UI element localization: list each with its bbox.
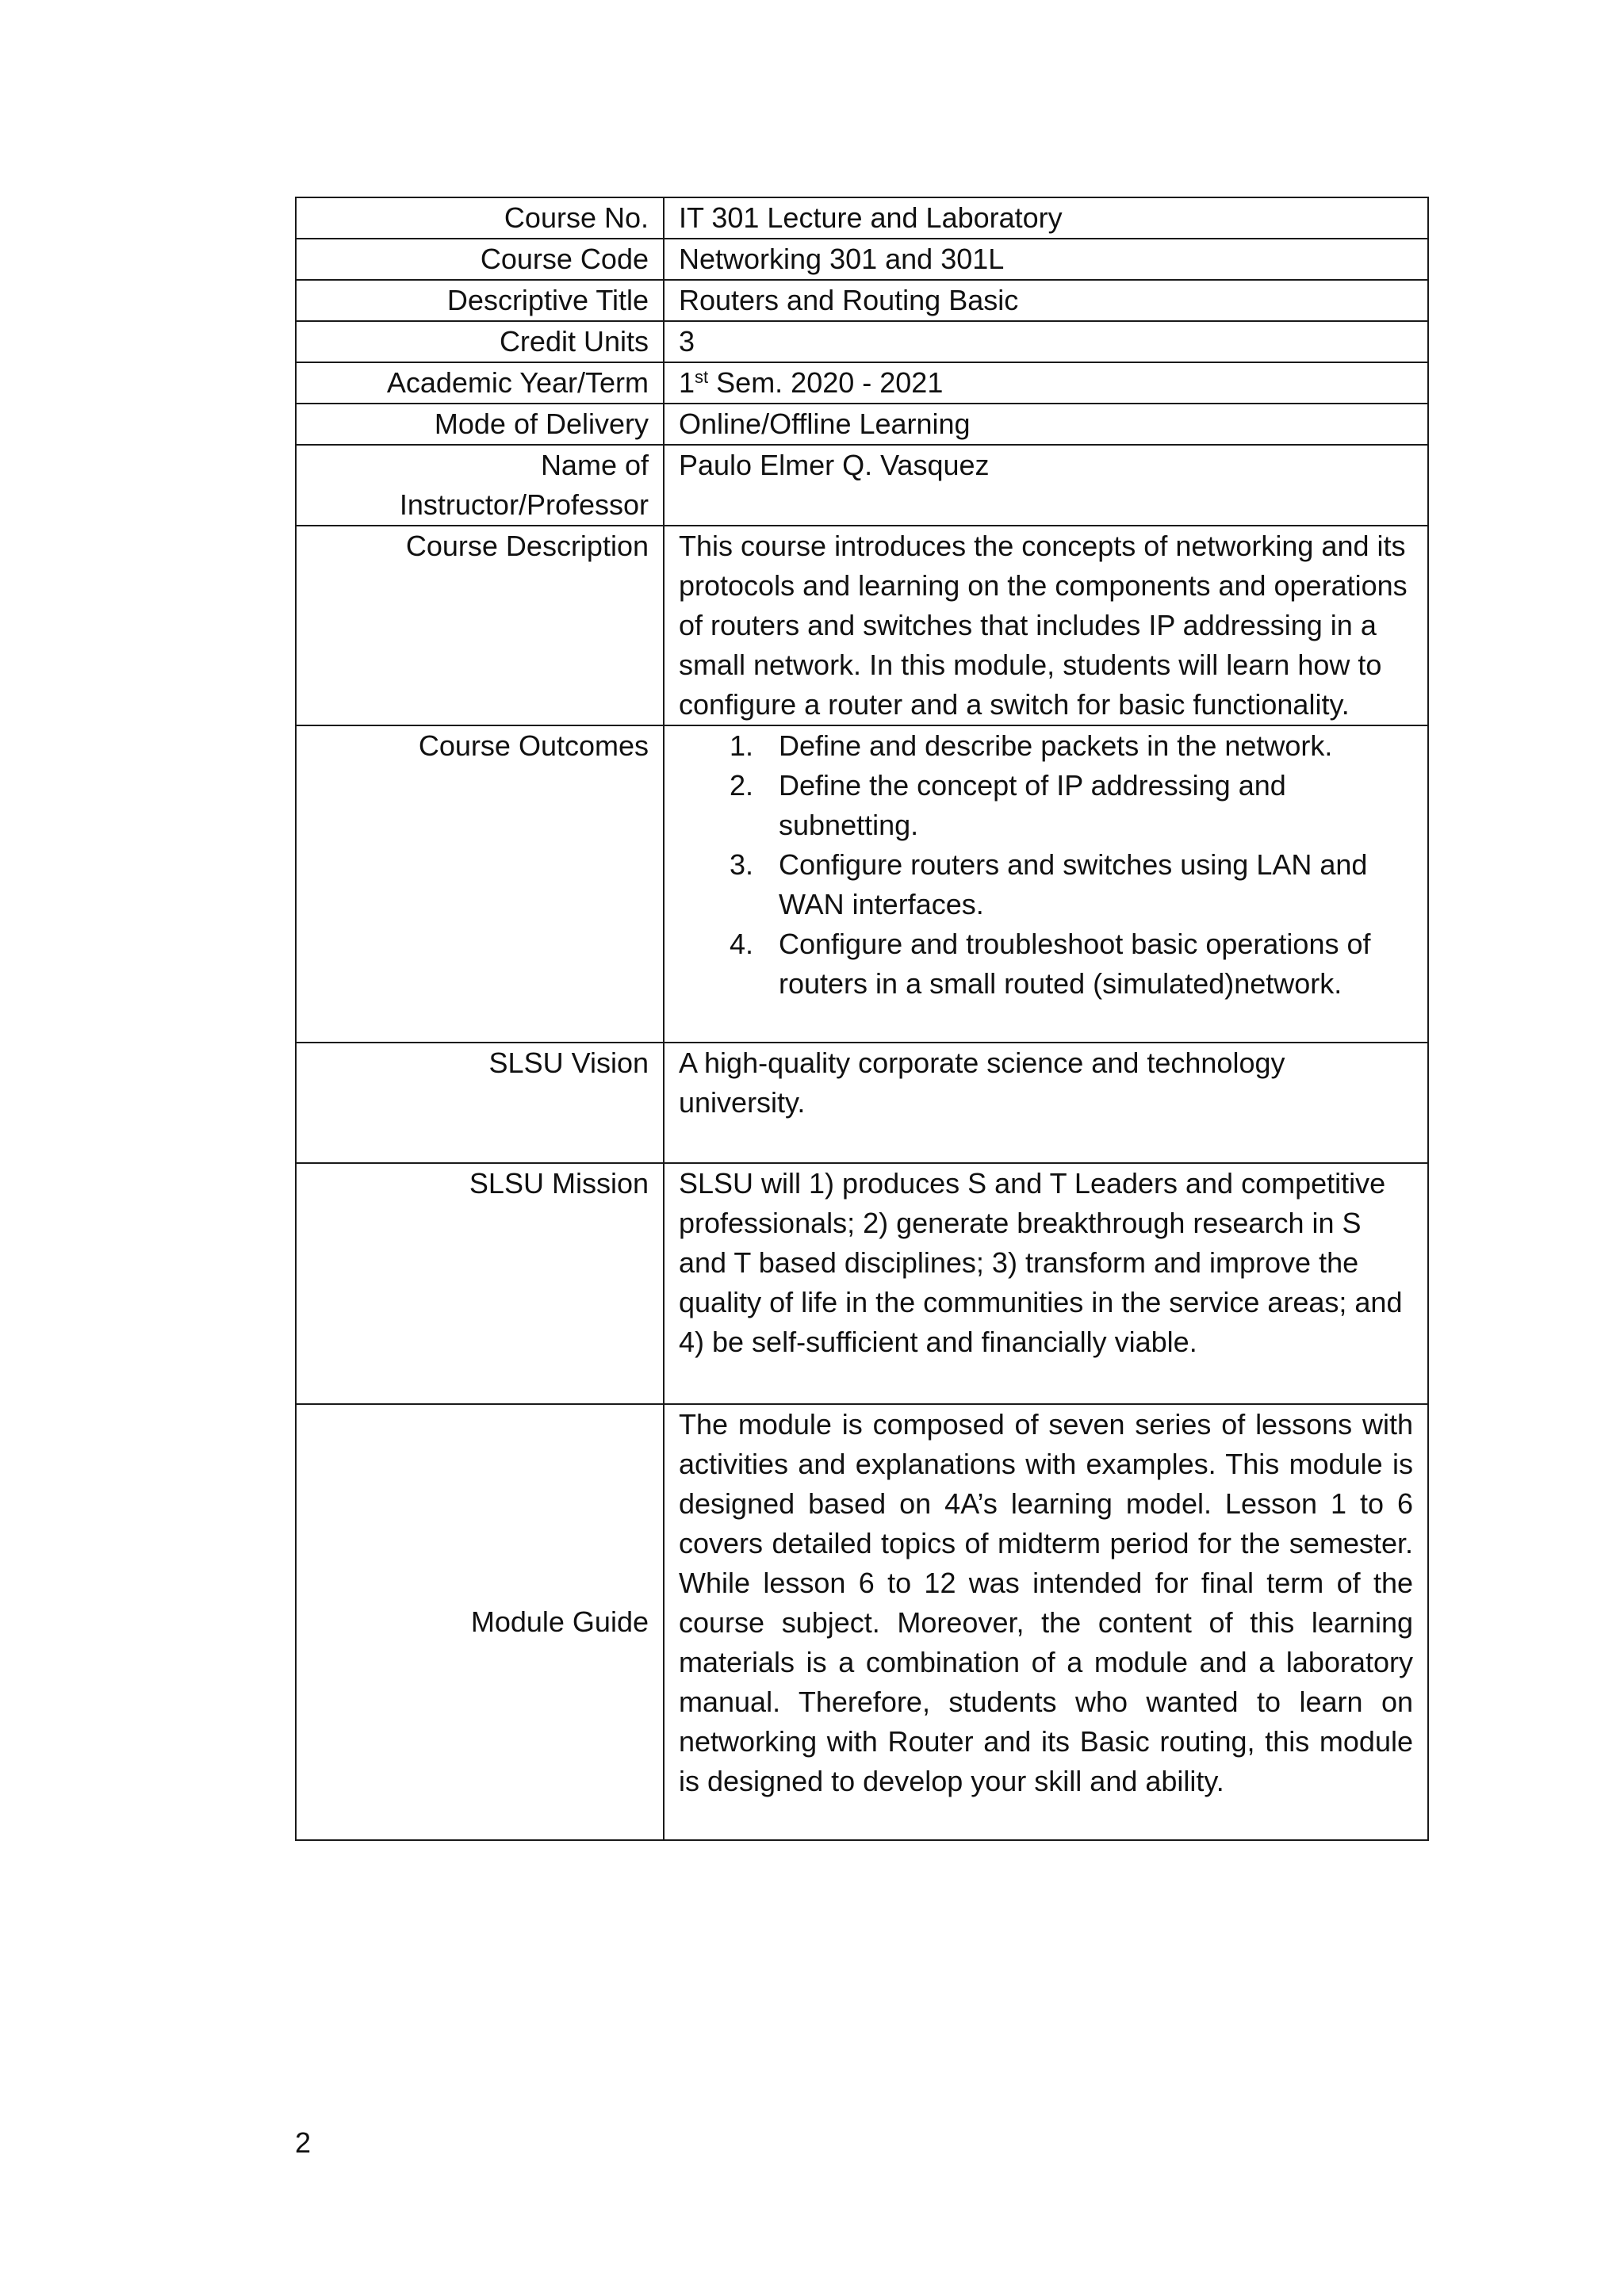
outcome-number: 3. <box>730 848 754 881</box>
course-code-label: Course Code <box>296 239 664 280</box>
table-row <box>296 362 1428 404</box>
academic-year-label: Academic Year/Term <box>296 362 664 404</box>
credit-units-value: 3 <box>664 321 1428 362</box>
academic-year-ordinal: st <box>695 367 709 387</box>
outcome-text: Configure and troubleshoot basic operations of routers in a small routed (simulated)network. <box>779 928 1371 1000</box>
table-row <box>296 445 1428 526</box>
course-no-value: IT 301 Lecture and Laboratory <box>664 197 1428 239</box>
instructor-label <box>296 445 664 526</box>
list-item <box>679 766 1413 845</box>
course-outcomes-value <box>664 725 1428 1043</box>
course-no-label: Course No. <box>296 197 664 239</box>
outcome-text: Define and describe packets in the network. <box>779 729 1333 762</box>
course-code-value: Networking 301 and 301L <box>664 239 1428 280</box>
slsu-vision-label: SLSU Vision <box>296 1043 664 1163</box>
instructor-label-line1: Name of <box>540 449 649 481</box>
outcome-number: 2. <box>730 769 754 802</box>
module-guide-value: The module is composed of seven series of lessons with activities and explanations with examples. This module is designed based on 4A’s learning model. Lesson 1 to 6 covers detailed topics of midterm period for the semester. While lesson 6 to 12 was intended for final term of the course subject. Moreover, the content of this learning materials is a combination of a module and a laboratory manual. Therefore, students who wanted to learn on networking with Router and its Basic routing, this module is designed to develop your skill and ability. <box>664 1404 1428 1840</box>
table-row <box>296 280 1428 321</box>
credit-units-label: Credit Units <box>296 321 664 362</box>
outcome-text: Configure routers and switches using LAN and WAN interfaces. <box>779 848 1368 920</box>
mode-of-delivery-label: Mode of Delivery <box>296 404 664 445</box>
page-number: 2 <box>295 2126 312 2159</box>
table-row <box>296 197 1428 239</box>
list-item <box>679 726 1413 766</box>
academic-year-rest: Sem. 2020 - 2021 <box>708 366 944 399</box>
list-item <box>679 845 1413 924</box>
slsu-mission-value: SLSU will 1) produces S and T Leaders and competitive professionals; 2) generate breakthrough research in S and T based disciplines; 3) transform and improve the quality of life in the communities in the service areas; and 4) be self-sufficient and financially viable. <box>664 1163 1428 1404</box>
mode-of-delivery-value: Online/Offline Learning <box>664 404 1428 445</box>
module-guide-label: Module Guide <box>296 1404 664 1840</box>
table-row <box>296 1163 1428 1404</box>
slsu-mission-label: SLSU Mission <box>296 1163 664 1404</box>
course-outcomes-list <box>679 726 1413 1042</box>
course-description-value: This course introduces the concepts of networking and its protocols and learning on the components and operations of routers and switches that includes IP addressing in a small network. In this module, students will learn how to configure a router and a switch for basic functionality. <box>664 526 1428 725</box>
slsu-vision-value: A high-quality corporate science and technology university. <box>664 1043 1428 1163</box>
table-row <box>296 725 1428 1043</box>
academic-year-value <box>664 362 1428 404</box>
list-item <box>679 924 1413 1004</box>
course-description-label: Course Description <box>296 526 664 725</box>
academic-year-prefix: 1 <box>679 366 695 399</box>
table-row <box>296 1404 1428 1840</box>
table-row <box>296 321 1428 362</box>
instructor-label-line2: Instructor/Professor <box>399 488 649 521</box>
table-row <box>296 1043 1428 1163</box>
instructor-value: Paulo Elmer Q. Vasquez <box>664 445 1428 526</box>
outcome-number: 4. <box>730 928 754 960</box>
table-row <box>296 404 1428 445</box>
table-row <box>296 526 1428 725</box>
table-row <box>296 239 1428 280</box>
descriptive-title-value: Routers and Routing Basic <box>664 280 1428 321</box>
course-info-table <box>295 197 1429 1841</box>
outcome-text: Define the concept of IP addressing and subnetting. <box>779 769 1286 841</box>
descriptive-title-label: Descriptive Title <box>296 280 664 321</box>
course-outcomes-label: Course Outcomes <box>296 725 664 1043</box>
outcome-number: 1. <box>730 729 754 762</box>
